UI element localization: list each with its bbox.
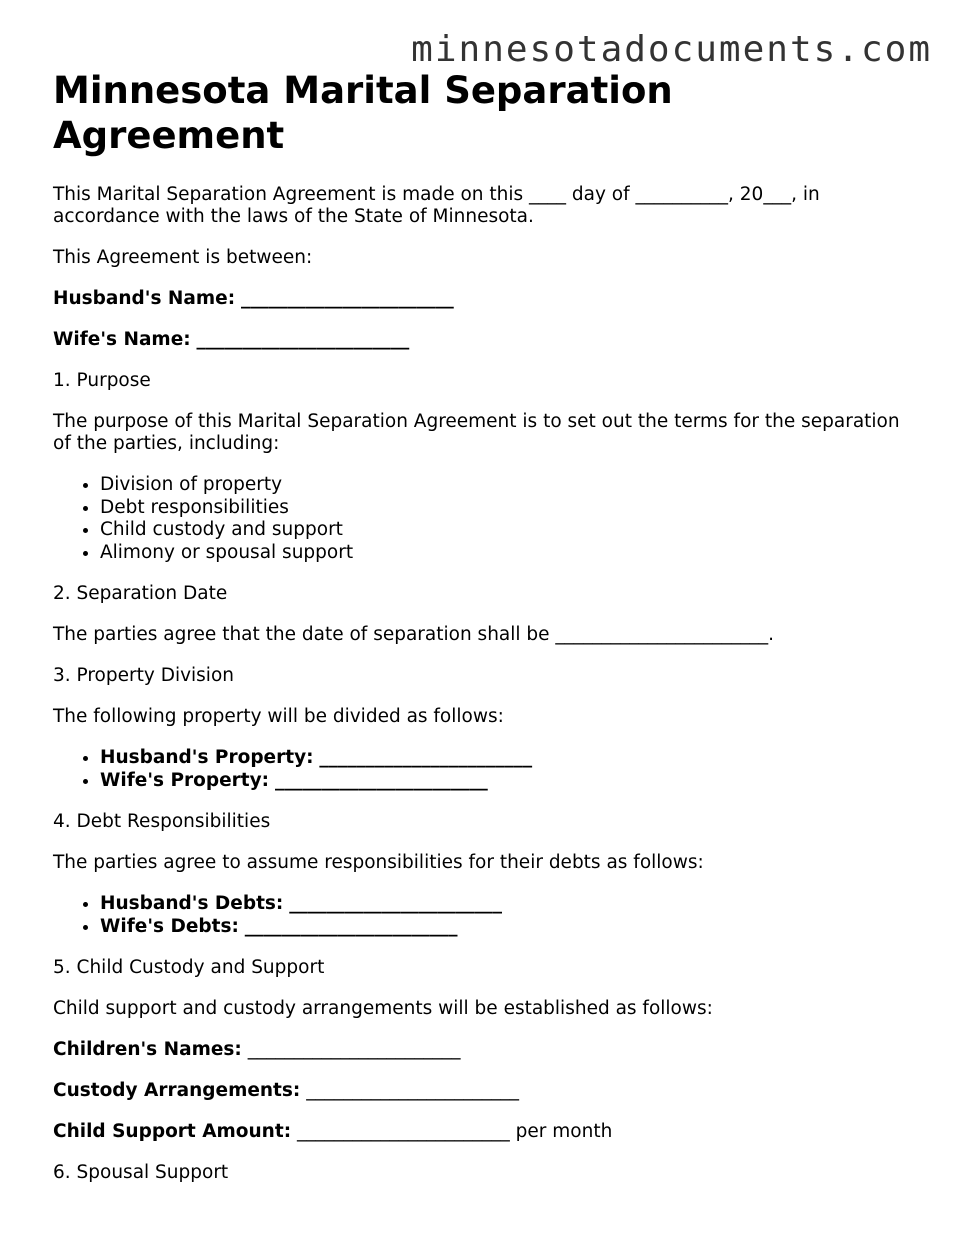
children-names-field [53, 1039, 913, 1061]
section-heading-property-division: 3. Property Division [53, 665, 234, 686]
debt-list [53, 893, 913, 938]
wife-property-label: Wife's Property: [100, 769, 270, 791]
husband-name-label: Husband's Name: [53, 288, 236, 309]
children-names-label: Children's Names: [53, 1039, 242, 1060]
section-heading-separation-date: 2. Separation Date [53, 583, 228, 604]
section-heading-spousal-support: 6. Spousal Support [53, 1162, 229, 1183]
list-item [100, 893, 913, 916]
husband-debts-blank: _______________________ [289, 893, 502, 914]
husband-name-field [53, 288, 913, 310]
list-item [100, 747, 913, 770]
custody-arrangements-field [53, 1080, 913, 1102]
custody-arrangements-blank: _______________________ [306, 1080, 519, 1101]
husband-name-blank: _______________________ [241, 288, 454, 309]
wife-property-blank: _______________________ [274, 769, 488, 791]
wife-name-label: Wife's Name: [53, 329, 191, 350]
husband-property-blank: _______________________ [319, 747, 533, 768]
wife-name-field [53, 329, 913, 351]
section-heading-child-custody: 5. Child Custody and Support [53, 957, 325, 978]
list-item: • Debt responsibilities [100, 497, 913, 520]
wife-name-blank: _______________________ [196, 329, 410, 350]
child-support-label: Child Support Amount: [53, 1121, 292, 1142]
wife-debts-blank: _______________________ [244, 915, 458, 937]
property-list [53, 747, 913, 792]
debt-text: The parties agree to assume responsibilities for their debts as follows: [53, 852, 704, 873]
section-heading-debt: 4. Debt Responsibilities [53, 811, 271, 832]
intro-paragraph: This Marital Separation Agreement is made on this ____ day of __________, 20___, in accordance with the laws of the State of Minnesota. [53, 184, 820, 227]
separation-date-text: The parties agree that the date of separation shall be _______________________. [53, 624, 775, 645]
custody-arrangements-label: Custody Arrangements: [53, 1080, 301, 1101]
purpose-text: The purpose of this Marital Separation Agreement is to set out the terms for the separation of the parties, including: [53, 411, 900, 454]
parties-intro: This Agreement is between: [53, 247, 313, 268]
document-title: Minnesota Marital Separation Agreement [53, 69, 673, 157]
child-support-suffix: per month [515, 1121, 613, 1142]
property-division-text: The following property will be divided as follows: [53, 706, 504, 727]
child-support-field [53, 1121, 913, 1143]
list-item [100, 770, 913, 793]
list-item: • Child custody and support [100, 519, 913, 542]
list-item: • Division of property [100, 474, 913, 497]
children-names-blank: _______________________ [247, 1039, 461, 1060]
husband-property-label: Husband's Property: [100, 747, 314, 768]
list-item [100, 916, 913, 939]
child-custody-text: Child support and custody arrangements will be established as follows: [53, 998, 713, 1019]
husband-debts-label: Husband's Debts: [100, 893, 284, 914]
purpose-list [53, 474, 913, 564]
child-support-blank: _______________________ [297, 1121, 510, 1142]
list-item: • Alimony or spousal support [100, 542, 913, 565]
section-heading-purpose: 1. Purpose [53, 370, 151, 391]
watermark: minnesotadocuments.com [411, 29, 932, 70]
document-body [53, 68, 913, 1184]
wife-debts-label: Wife's Debts: [100, 915, 239, 937]
